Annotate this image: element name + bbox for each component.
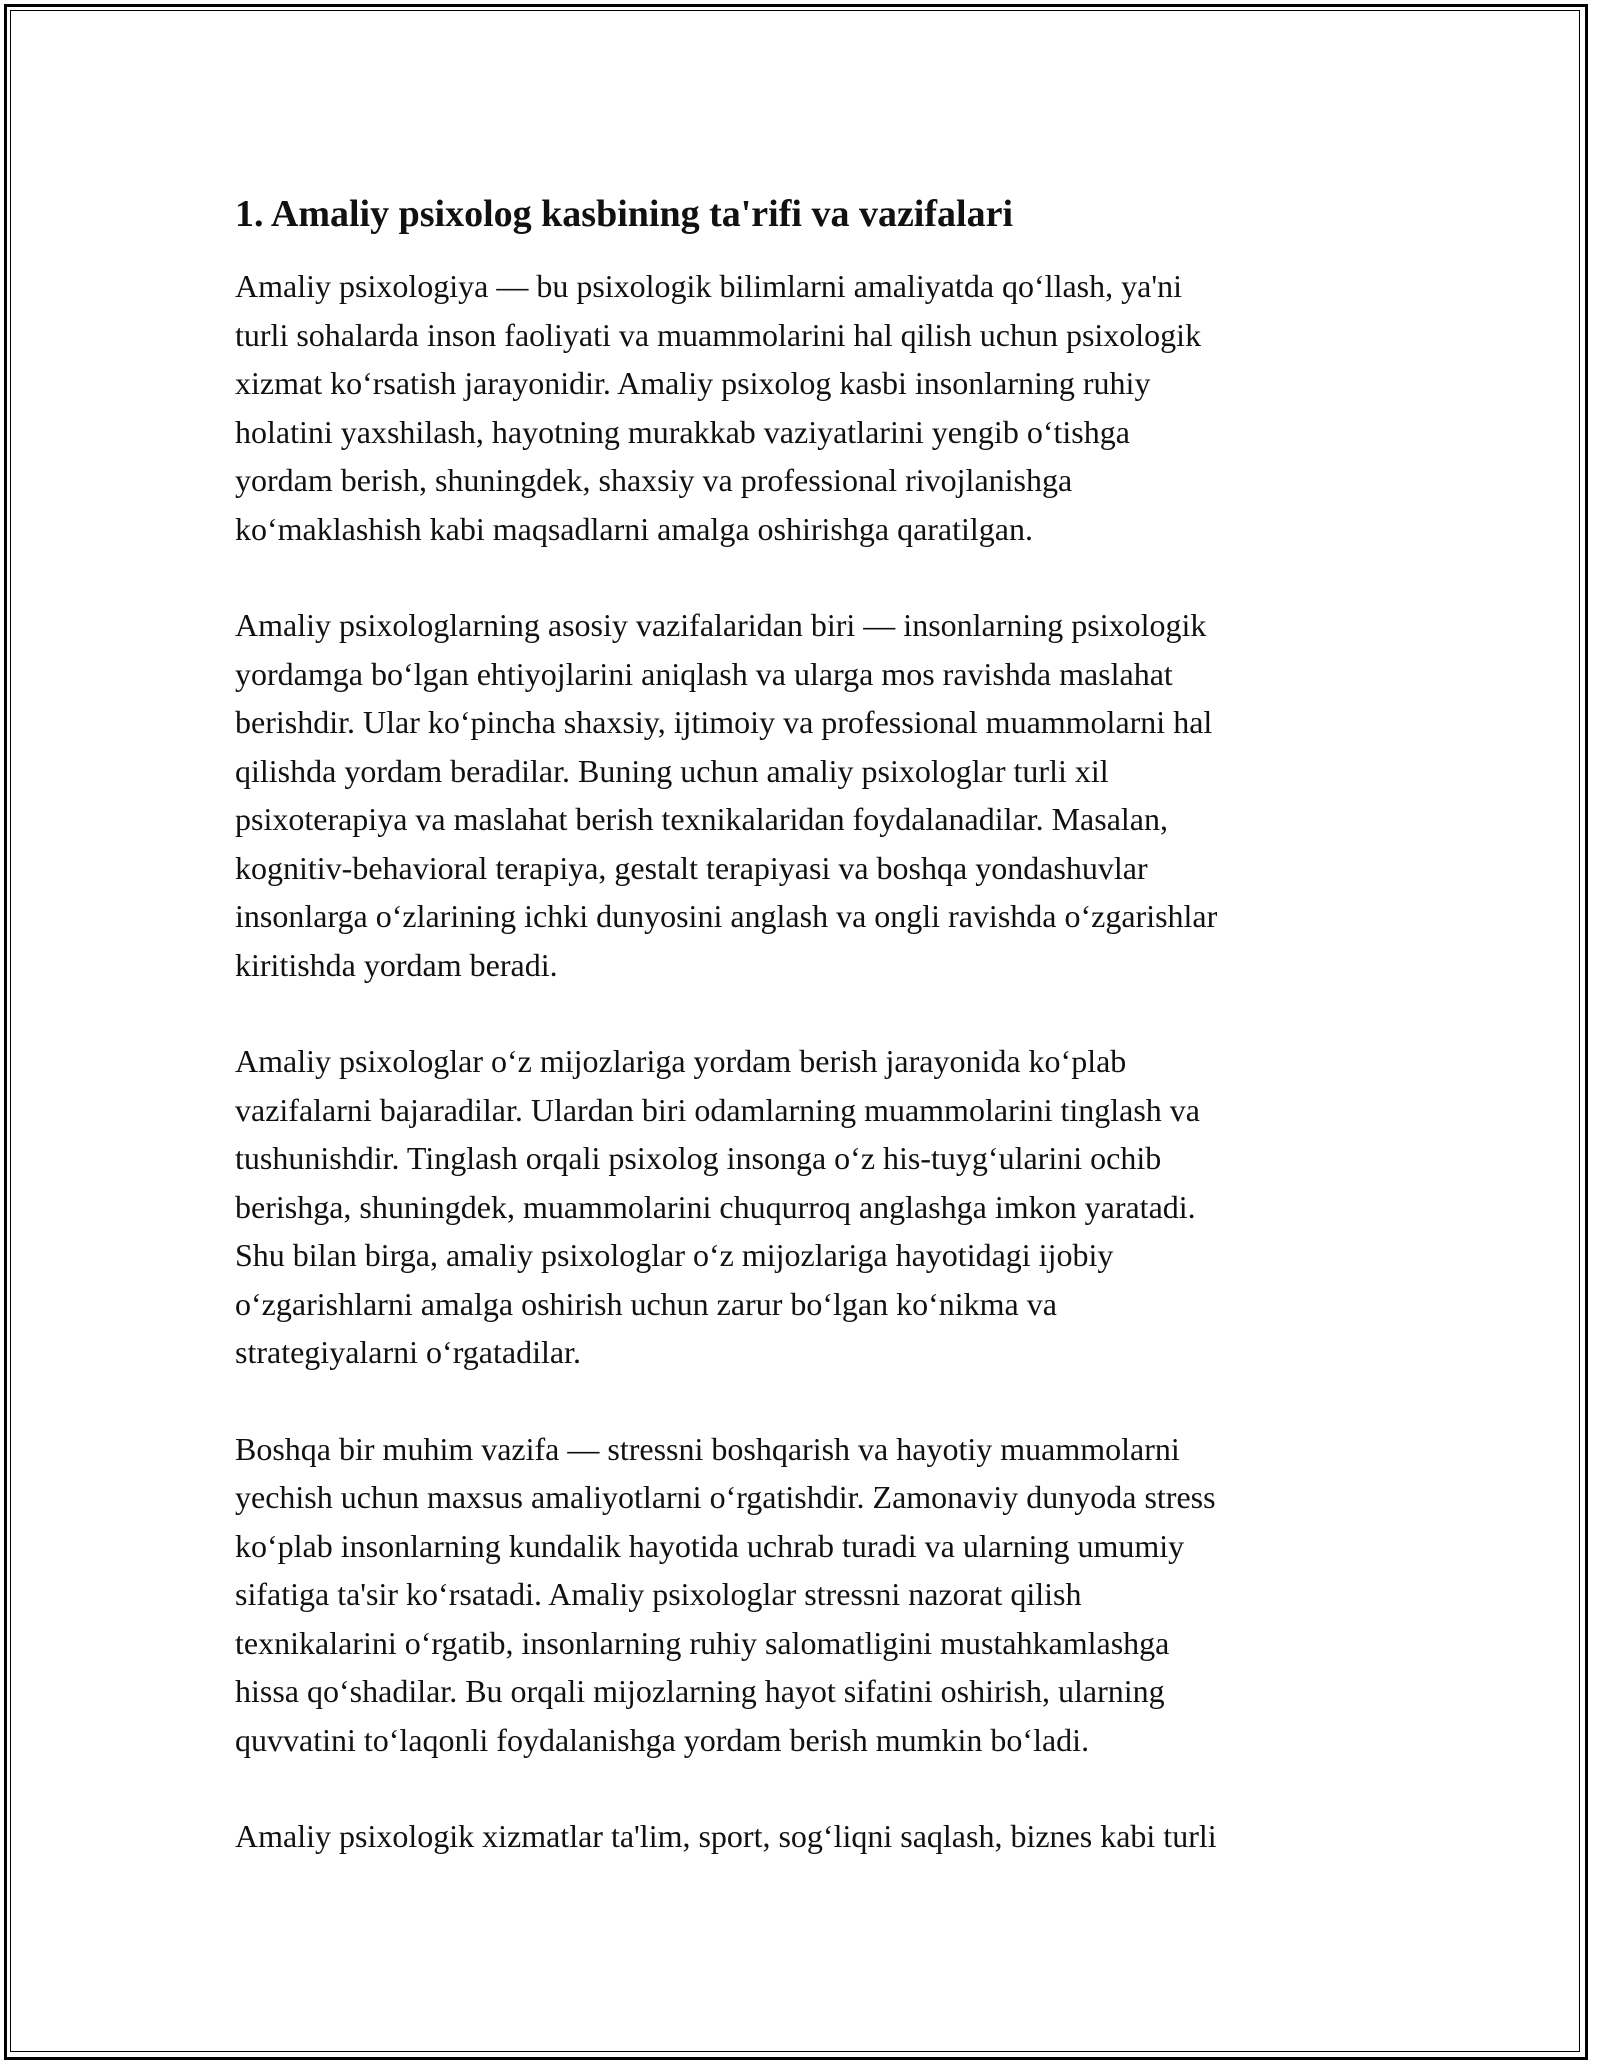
text-line: berishdir. Ular ko‘pincha shaxsiy, ijtimoiy va professional muammolarni hal: [235, 704, 1213, 740]
document-body: [235, 186, 1375, 1909]
text-line: Amaliy psixologlarning asosiy vazifalaridan biri — insonlarning psixologik: [235, 607, 1207, 643]
text-line: texnikalarini o‘rgatib, insonlarning ruhiy salomatligini mustahkamlashga: [235, 1624, 1170, 1661]
text-line: sifatiga ta'sir ko‘rsatadi. Amaliy psixologlar stressni nazorat qilish: [235, 1576, 1082, 1612]
text-line: Boshqa bir muhim vazifa — stressni boshqarish va hayotiy muammolarni: [235, 1430, 1180, 1467]
text-line: strategiyalarni o‘rgatadilar.: [235, 1334, 581, 1370]
text-line: qilishda yordam beradilar. Buning uchun amaliy psixologlar turli xil: [235, 752, 1109, 789]
paragraph-2: [235, 601, 1375, 989]
text-line: hissa qo‘shadilar. Bu orqali mijozlarning hayot sifatini oshirish, ularning: [235, 1673, 1165, 1709]
text-line: xizmat ko‘rsatish jarayonidir. Amaliy psixolog kasbi insonlarning ruhiy: [235, 365, 1151, 401]
paragraph-1: [235, 262, 1375, 553]
paragraph-3: [235, 1037, 1375, 1377]
text-line: holatini yaxshilash, hayotning murakkab vaziyatlarini yengib o‘tishga: [235, 413, 1130, 450]
text-line: Amaliy psixologik xizmatlar ta'lim, sport, sog‘liqni saqlash, biznes kabi turli: [235, 1818, 1217, 1854]
paragraph-4: [235, 1425, 1375, 1765]
text-line: kiritishda yordam beradi.: [235, 946, 558, 983]
text-line: insonlarga o‘zlarining ichki dunyosini anglash va ongli ravishda o‘zgarishlar: [235, 898, 1218, 934]
text-line: ko‘maklashish kabi maqsadlarni amalga oshirishga qaratilgan.: [235, 510, 1033, 547]
text-line: turli sohalarda inson faoliyati va muammolarini hal qilish uchun psixologik: [235, 316, 1202, 353]
text-line: psixoterapiya va maslahat berish texnikalaridan foydalanadilar. Masalan,: [235, 801, 1168, 837]
text-line: yechish uchun maxsus amaliyotlarni o‘rgatishdir. Zamonaviy dunyoda stress: [235, 1479, 1216, 1515]
text-line: o‘zgarishlarni amalga oshirish uchun zarur bo‘lgan ko‘nikma va: [235, 1285, 1057, 1322]
paragraph-5: [235, 1812, 1375, 1861]
text-line: berishga, shuningdek, muammolarini chuqurroq anglashga imkon yaratadi.: [235, 1188, 1196, 1225]
text-line: Shu bilan birga, amaliy psixologlar o‘z mijozlariga hayotidagi ijobiy: [235, 1237, 1114, 1273]
text-line: quvvatini to‘laqonli foydalanishga yordam berish mumkin bo‘ladi.: [235, 1721, 1090, 1758]
text-line: tushunishdir. Tinglash orqali psixolog insonga o‘z his-tuyg‘ularini ochib: [235, 1140, 1162, 1176]
text-line: yordam berish, shuningdek, shaxsiy va professional rivojlanishga: [235, 462, 1073, 498]
text-line: Amaliy psixologiya — bu psixologik bilimlarni amaliyatda qo‘llash, ya'ni: [235, 268, 1182, 304]
text-line: yordamga bo‘lgan ehtiyojlarini aniqlash va ularga mos ravishda maslahat: [235, 655, 1173, 692]
text-line: ko‘plab insonlarning kundalik hayotida uchrab turadi va ularning umumiy: [235, 1527, 1185, 1564]
text-line: Amaliy psixologlar o‘z mijozlariga yordam berish jarayonida ko‘plab: [235, 1043, 1127, 1079]
section-heading: 1. Amaliy psixolog kasbining ta'rifi va vazifalari: [235, 193, 1013, 235]
text-line: kognitiv-behavioral terapiya, gestalt terapiyasi va boshqa yondashuvlar: [235, 849, 1148, 886]
text-line: vazifalarni bajaradilar. Ulardan biri odamlarning muammolarini tinglash va: [235, 1091, 1200, 1128]
